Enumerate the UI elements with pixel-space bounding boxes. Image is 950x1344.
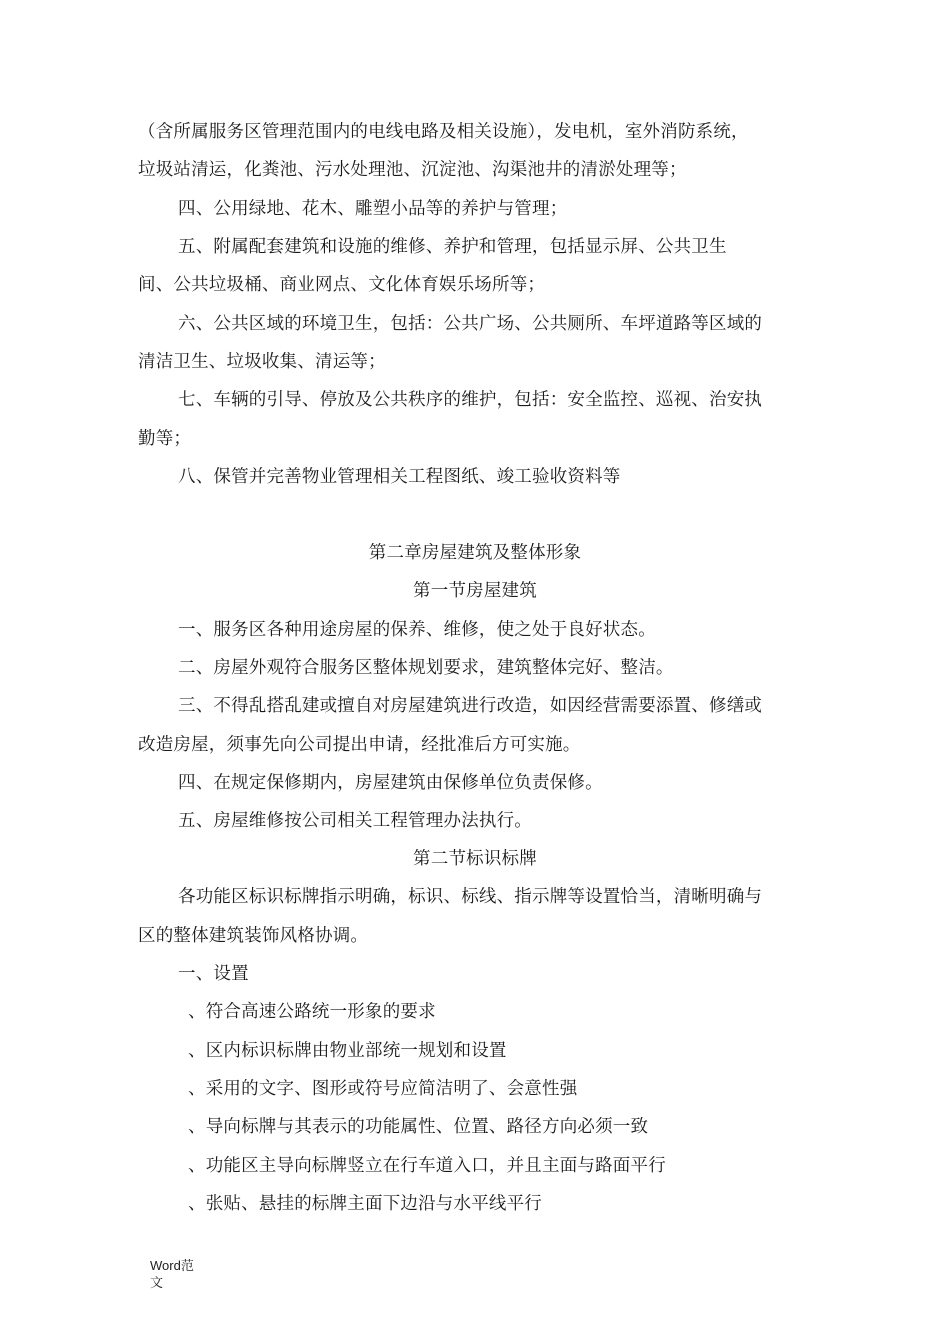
section-2-line-5: 、区内标识标牌由物业部统一规划和设置: [188, 1041, 507, 1061]
page-footer: [150, 1257, 194, 1291]
section-2-line-1: 各功能区标识标牌指示明确，标识、标线、指示牌等设置恰当，清晰明确与: [178, 887, 763, 907]
section-1-title: 第一节房屋建筑: [413, 581, 537, 601]
body-line-4: 五、附属配套建筑和设施的维修、养护和管理，包括显示屏、公共卫生: [178, 237, 727, 257]
section-2-line-9: 、张贴、悬挂的标牌主面下边沿与水平线平行: [188, 1194, 542, 1214]
section-2-line-6: 、采用的文字、图形或符号应简洁明了、会意性强: [188, 1079, 578, 1099]
chapter-title: 第二章房屋建筑及整体形象: [368, 543, 582, 563]
body-line-6: 六、公共区域的环境卫生，包括：公共广场、公共厕所、车坪道路等区域的: [178, 314, 763, 334]
body-line-7: 清洁卫生、垃圾收集、清运等；: [138, 352, 386, 372]
section-1-line-2: 二、房屋外观符合服务区整体规划要求，建筑整体完好、整洁。: [178, 658, 674, 678]
section-1-line-1: 一、服务区各种用途房屋的保养、维修，使之处于良好状态。: [178, 620, 656, 640]
section-2-line-3: 一、设置: [178, 964, 249, 984]
body-line-5: 间、公共垃圾桶、商业网点、文化体育娱乐场所等；: [138, 275, 546, 295]
section-2-line-8: 、功能区主导向标牌竖立在行车道入口，并且主面与路面平行: [188, 1156, 666, 1176]
section-2-title: 第二节标识标牌: [413, 849, 537, 869]
section-1-line-5: 四、在规定保修期内，房屋建筑由保修单位负责保修。: [178, 773, 603, 793]
section-1-line-3: 三、不得乱搭乱建或擅自对房屋建筑进行改造，如因经营需要添置、修缮或: [178, 696, 763, 716]
footer-line-2: 文: [150, 1275, 164, 1290]
body-line-2: 垃圾站清运，化粪池、污水处理池、沉淀池、沟渠池井的清淤处理等；: [138, 160, 687, 180]
section-1-line-4: 改造房屋，须事先向公司提出申请，经批准后方可实施。: [138, 735, 581, 755]
section-2-line-2: 区的整体建筑装饰风格协调。: [138, 926, 369, 946]
body-line-1: （含所属服务区管理范围内的电线电路及相关设施），发电机，室外消防系统，: [138, 122, 749, 142]
body-line-8: 七、车辆的引导、停放及公共秩序的维护，包括：安全监控、巡视、治安执: [178, 390, 763, 410]
section-2-line-4: 、符合高速公路统一形象的要求: [188, 1002, 436, 1022]
body-line-9: 勤等；: [138, 429, 192, 449]
section-2-line-7: 、导向标牌与其表示的功能属性、位置、路径方向必须一致: [188, 1117, 649, 1137]
body-line-10: 八、保管并完善物业管理相关工程图纸、竣工验收资料等: [178, 467, 621, 487]
footer-line-1: Word范: [150, 1258, 194, 1273]
section-1-line-6: 五、房屋维修按公司相关工程管理办法执行。: [178, 811, 532, 831]
body-line-3: 四、公用绿地、花木、雕塑小品等的养护与管理；: [178, 199, 568, 219]
